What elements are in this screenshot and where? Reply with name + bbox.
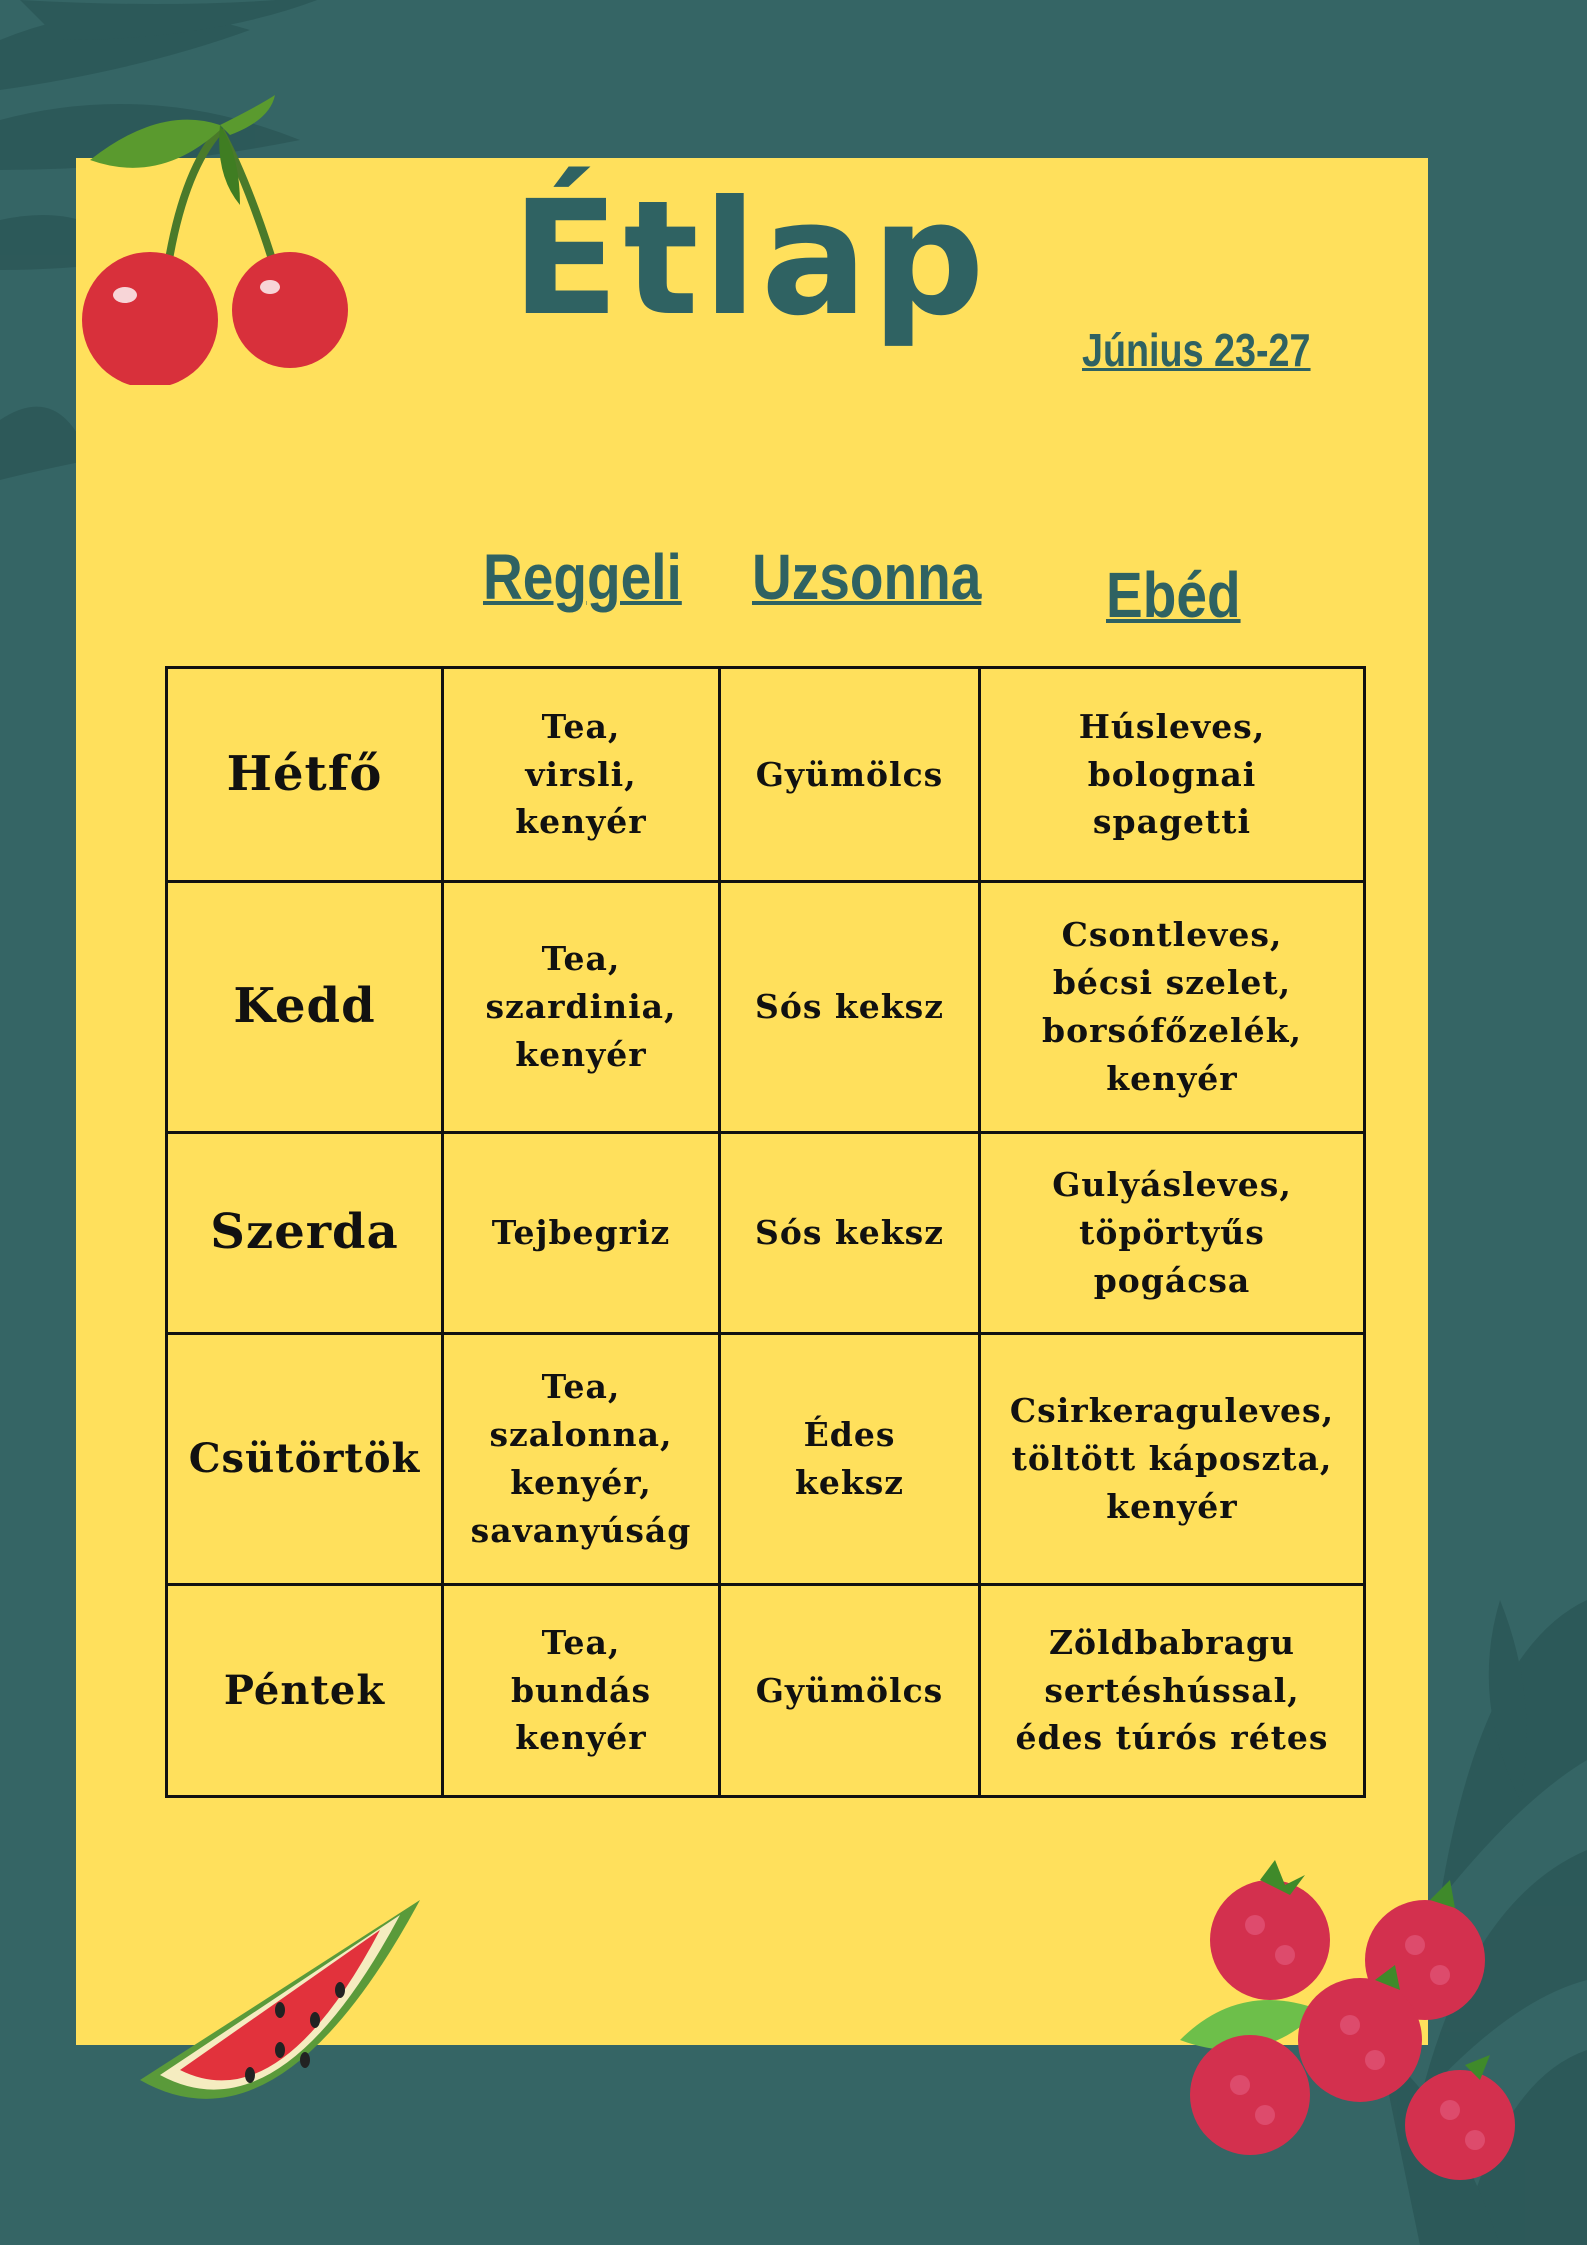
page-title: Étlap bbox=[511, 167, 989, 351]
uzsonna-cell: Gyümölcs bbox=[720, 668, 980, 882]
ebed-cell: Csontleves, bécsi szelet, borsófőzelék, kenyér bbox=[980, 882, 1365, 1133]
menu-table bbox=[165, 666, 1366, 1798]
ebed-cell: Gulyásleves, töpörtyűs pogácsa bbox=[980, 1133, 1365, 1334]
table-row bbox=[167, 1585, 1365, 1797]
ebed-cell: Húsleves, bolognai spagetti bbox=[980, 668, 1365, 882]
day-cell: Kedd bbox=[167, 882, 443, 1133]
ebed-cell: Zöldbabragu sertéshússal, édes túrós rétes bbox=[980, 1585, 1365, 1797]
raspberries-icon bbox=[1160, 1860, 1540, 2190]
reggeli-cell: Tea, bundás kenyér bbox=[443, 1585, 720, 1797]
day-cell: Péntek bbox=[167, 1585, 443, 1797]
uzsonna-cell: Gyümölcs bbox=[720, 1585, 980, 1797]
table-row bbox=[167, 1334, 1365, 1585]
ebed-cell: Csirkeraguleves, töltött káposzta, kenyér bbox=[980, 1334, 1365, 1585]
reggeli-cell: Tejbegriz bbox=[443, 1133, 720, 1334]
reggeli-cell: Tea, szalonna, kenyér, savanyúság bbox=[443, 1334, 720, 1585]
uzsonna-cell: Sós keksz bbox=[720, 1133, 980, 1334]
watermelon-icon bbox=[130, 1900, 430, 2160]
uzsonna-cell: Sós keksz bbox=[720, 882, 980, 1133]
table-row bbox=[167, 1133, 1365, 1334]
reggeli-cell: Tea, szardinia, kenyér bbox=[443, 882, 720, 1133]
uzsonna-cell: Édes keksz bbox=[720, 1334, 980, 1585]
day-cell: Csütörtök bbox=[167, 1334, 443, 1585]
column-header-uzsonna: Uzsonna bbox=[752, 541, 982, 613]
reggeli-cell: Tea, virsli, kenyér bbox=[443, 668, 720, 882]
column-header-reggeli: Reggeli bbox=[483, 541, 682, 613]
table-row bbox=[167, 668, 1365, 882]
date-range: Június 23-27 bbox=[1082, 324, 1311, 376]
table-row bbox=[167, 882, 1365, 1133]
day-cell: Hétfő bbox=[167, 668, 443, 882]
day-cell: Szerda bbox=[167, 1133, 443, 1334]
column-header-ebed: Ebéd bbox=[1106, 559, 1241, 631]
